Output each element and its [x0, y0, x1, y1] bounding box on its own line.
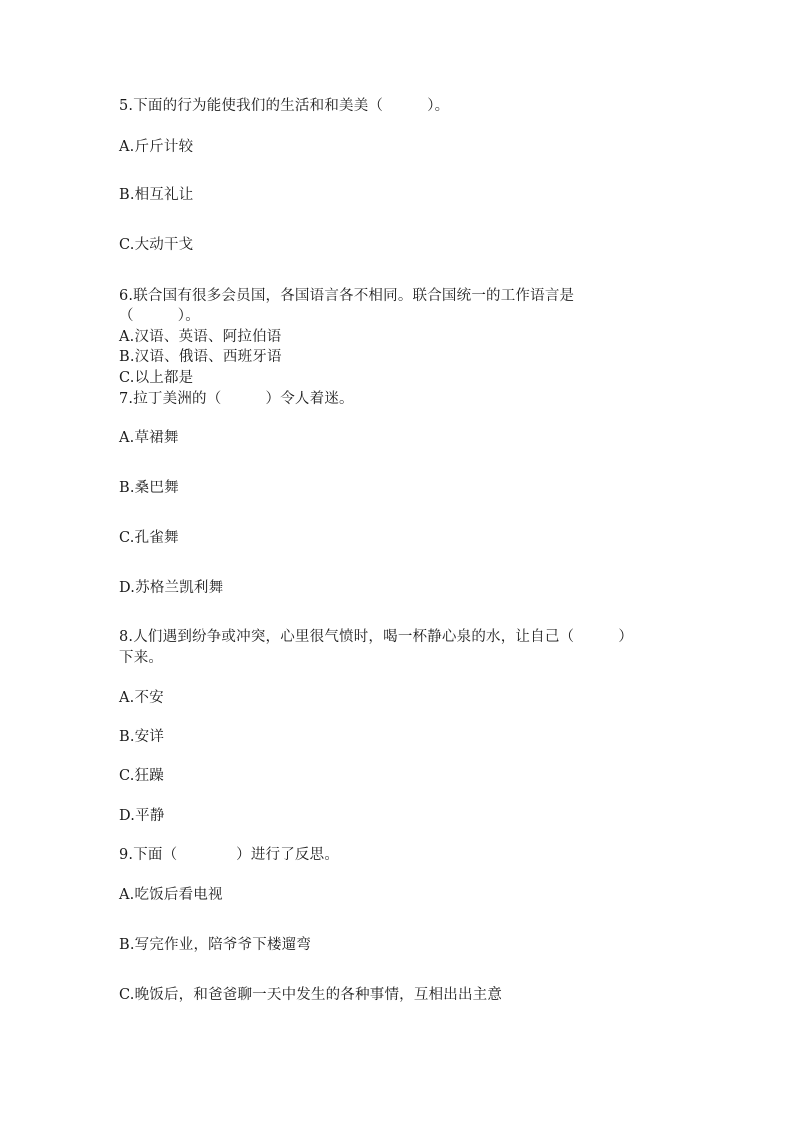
question-7-option-b: B.桑巴舞 [119, 480, 179, 496]
question-9-option-a: A.吃饭后看电视 [119, 887, 223, 903]
question-8-text-line-1: 8.人们遇到纷争或冲突，心里很气愤时，喝一杯静心泉的水，让自己（ ） [119, 629, 634, 645]
question-8-option-c: C.狂躁 [119, 768, 164, 784]
question-6-text-line-1: 6.联合国有很多会员国，各国语言各不相同。联合国统一的工作语言是 [119, 288, 575, 304]
question-6-option-c: C.以上都是 [119, 370, 194, 386]
question-6-option-a: A.汉语、英语、阿拉伯语 [119, 329, 282, 345]
question-7-text: 7.拉丁美洲的（ ）令人着迷。 [119, 391, 354, 407]
question-7-option-a: A.草裙舞 [119, 430, 179, 446]
question-5-text: 5.下面的行为能使我们的生活和和美美（ ）。 [119, 98, 450, 114]
question-5-option-a: A.斤斤计较 [119, 139, 194, 155]
question-8-option-a: A.不安 [119, 690, 164, 706]
question-5-option-c: C.大动干戈 [119, 237, 194, 253]
question-6-text-line-2: （ ）。 [119, 308, 200, 324]
question-5-option-b: B.相互礼让 [119, 187, 194, 203]
question-8-option-b: B.安详 [119, 729, 165, 745]
question-9-option-b: B.写完作业，陪爷爷下楼遛弯 [119, 937, 312, 953]
question-9-option-c: C.晚饭后，和爸爸聊一天中发生的各种事情，互相出出主意 [119, 987, 503, 1003]
question-8-text-line-2: 下来。 [119, 650, 164, 666]
question-6-option-b: B.汉语、俄语、西班牙语 [119, 349, 282, 365]
question-8-option-d: D.平静 [119, 808, 165, 824]
question-9-text: 9.下面（ ）进行了反思。 [119, 847, 340, 863]
question-7-option-c: C.孔雀舞 [119, 530, 179, 546]
question-7-option-d: D.苏格兰凯利舞 [119, 580, 224, 596]
